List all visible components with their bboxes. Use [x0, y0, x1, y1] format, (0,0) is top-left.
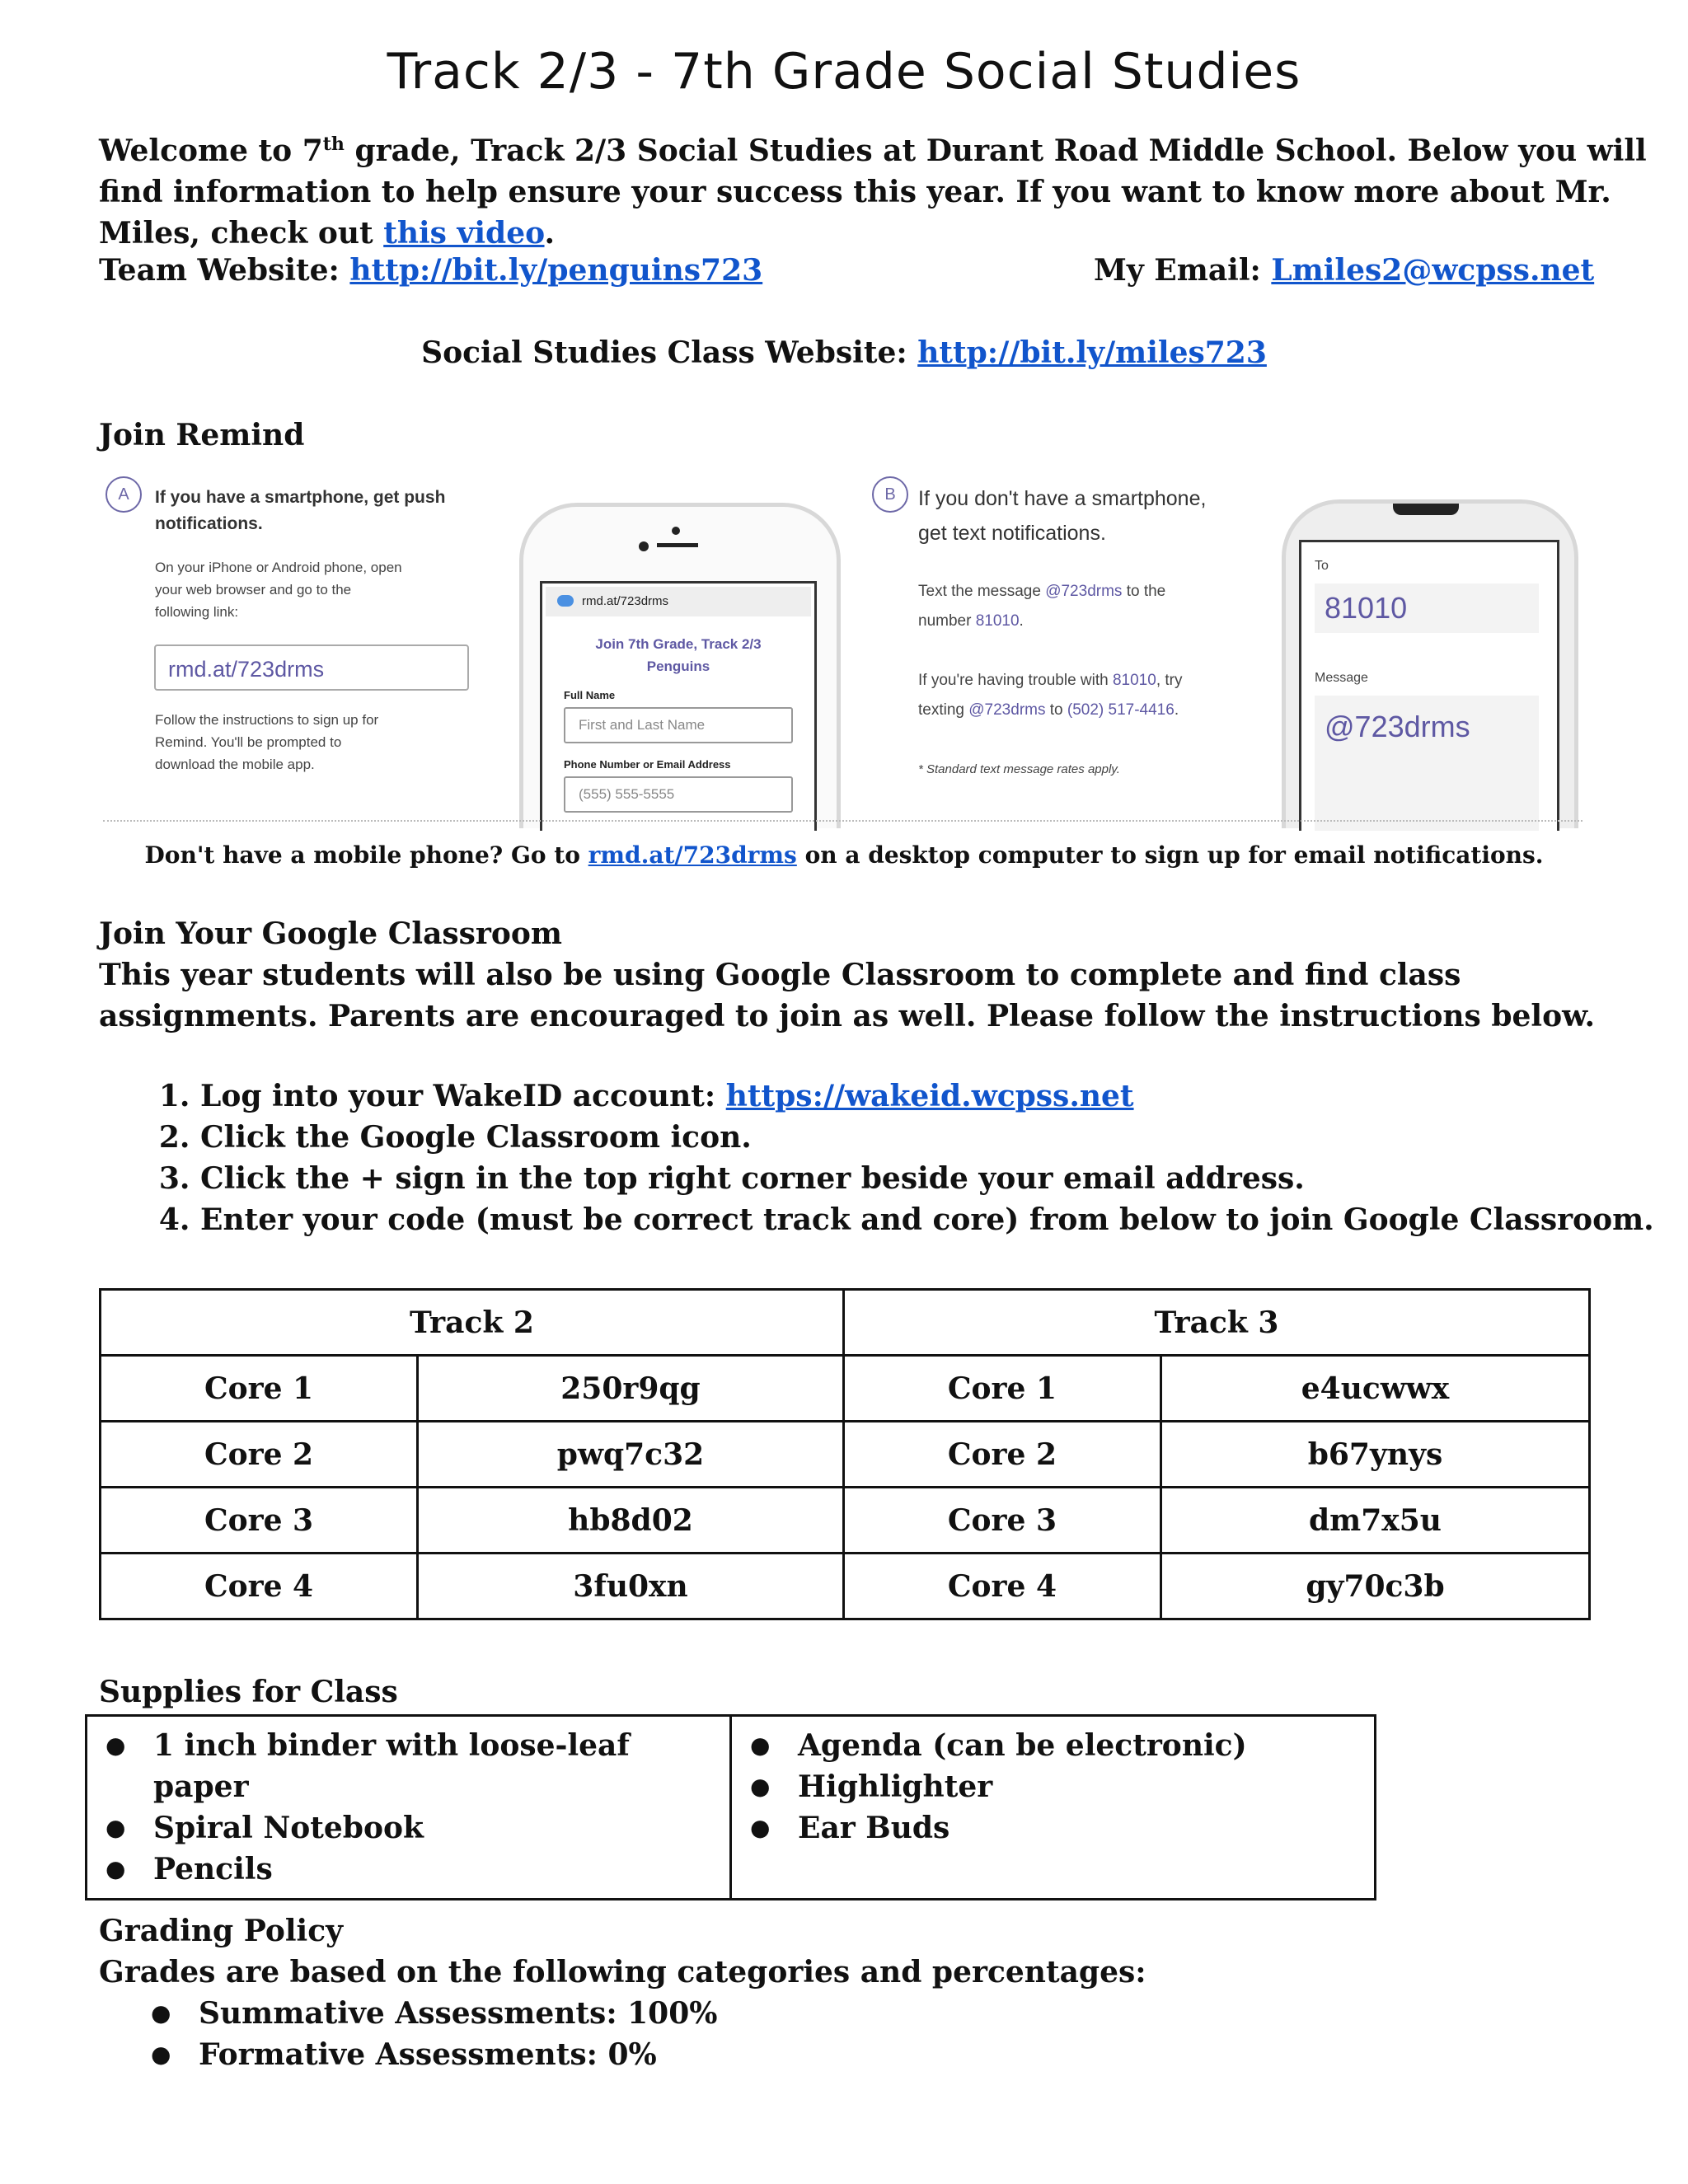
- remind-panel-b: [865, 470, 1591, 824]
- code-cell: e4ucwwx: [1160, 1356, 1589, 1422]
- panel-a-follow: Follow the instructions to sign up for Remind. You'll be prompted to download the mobile app.: [155, 712, 379, 772]
- phone-speaker-icon: [657, 543, 698, 547]
- code-cell: hb8d02: [418, 1488, 844, 1554]
- code-cell: 250r9qg: [418, 1356, 844, 1422]
- list-item: ● 1 inch binder with loose-leaf paper: [153, 1725, 729, 1807]
- panel-b-code: @723drms: [1045, 583, 1123, 600]
- desktop-note-text2: on a desktop computer to sign up for email notifications.: [796, 841, 1544, 869]
- team-website-label: Team Website:: [99, 253, 350, 288]
- panel-b-text1: Text the message: [918, 583, 1046, 600]
- core-cell: Core 3: [101, 1488, 418, 1554]
- page-title: Track 2/3 - 7th Grade Social Studies: [387, 43, 1301, 101]
- phone-notch-icon: [1393, 504, 1459, 515]
- panel-b-title: If you don't have a smartphone, get text notifications.: [918, 487, 1207, 545]
- code-cell: 3fu0xn: [418, 1554, 844, 1619]
- trouble-code: @723drms: [968, 701, 1046, 719]
- track2-header: Track 2: [101, 1290, 844, 1356]
- supplies-heading: Supplies for Class: [99, 1675, 398, 1709]
- team-website-line: [99, 250, 762, 291]
- supplies-table: [85, 1714, 1376, 1900]
- core-cell: Core 4: [843, 1554, 1160, 1619]
- trouble-text3: to: [1045, 701, 1067, 719]
- supplies-row: [87, 1716, 1376, 1900]
- classroom-body: This year students will also be using Google Classroom to complete and find class assignments. Parents are encouraged to join as well. Please follow the instructions below.: [99, 958, 1596, 1033]
- panel-a-title: If you have a smartphone, get push notifications.: [155, 488, 446, 533]
- step1-text: Log into your WakeID account:: [200, 1079, 726, 1113]
- panel-a-link-box[interactable]: rmd.at/723drms: [154, 644, 469, 691]
- list-item: ● Summative Assessments: 100%: [199, 1993, 718, 2034]
- table-row: [101, 1488, 1590, 1554]
- contact-label: Phone Number or Email Address: [564, 758, 731, 771]
- intro-text-2: grade, Track 2/3 Social Studies at Durant Road Middle School. Below you will find information to help ensure your success this year. If you want to know more about Mr. Miles, check out: [99, 134, 1647, 251]
- track3-header: Track 3: [843, 1290, 1589, 1356]
- classroom-heading: Join Your Google Classroom: [99, 916, 563, 951]
- contact-input[interactable]: (555) 555-5555: [564, 776, 793, 813]
- grading-heading: Grading Policy: [99, 1914, 344, 1948]
- list-item: ● Agenda (can be electronic): [798, 1725, 1374, 1766]
- step-item: 3. Click the + sign in the top right corner beside your email address.: [200, 1158, 1654, 1199]
- supplies-left-list: [153, 1725, 729, 1890]
- class-website-line: [0, 332, 1688, 373]
- step-item: [200, 1076, 1654, 1117]
- remind-divider: [103, 820, 1582, 822]
- desktop-note-text1: Don't have a mobile phone? Go to: [144, 841, 588, 869]
- classroom-codes-table: [99, 1288, 1591, 1620]
- panel-b-rates: * Standard text message rates apply.: [918, 762, 1120, 776]
- panel-b-trouble: [918, 666, 1198, 725]
- support-number: (502) 517-4416: [1067, 701, 1175, 719]
- cloud-icon: [557, 595, 574, 607]
- phone-url-bar: [546, 587, 811, 616]
- intro-paragraph: [99, 124, 1665, 254]
- trouble-text4: .: [1174, 701, 1179, 719]
- intro-superscript: th: [322, 134, 345, 155]
- phone-join-title: Join 7th Grade, Track 2/3 Penguins: [595, 636, 762, 674]
- remind-panel-a: [99, 470, 841, 824]
- wakeid-link[interactable]: https://wakeid.wcpss.net: [725, 1079, 1134, 1113]
- table-row: [101, 1356, 1590, 1422]
- to-label: To: [1315, 559, 1329, 573]
- intro-end: .: [544, 216, 556, 251]
- panel-a-phone-image: [519, 503, 841, 828]
- panel-a-body: On your iPhone or Android phone, open your web browser and go to the following link:: [155, 560, 402, 620]
- core-cell: Core 1: [843, 1356, 1160, 1422]
- table-row: [101, 1554, 1590, 1619]
- supplies-left-cell: [87, 1716, 731, 1900]
- email-line: [1094, 250, 1594, 291]
- panel-b-badge: B: [872, 476, 908, 513]
- core-cell: Core 1: [101, 1356, 418, 1422]
- classroom-steps: [147, 1076, 1654, 1240]
- table-header-row: [101, 1290, 1590, 1356]
- supplies-right-list: [798, 1725, 1374, 1849]
- list-item: ● Pencils: [153, 1849, 729, 1890]
- message-label: Message: [1315, 671, 1368, 685]
- list-item: ● Formative Assessments: 0%: [199, 2034, 718, 2075]
- this-video-link[interactable]: this video: [383, 216, 545, 251]
- panel-b-number: 81010: [975, 612, 1020, 630]
- class-website-label: Social Studies Class Website:: [421, 335, 918, 370]
- class-website-link[interactable]: http://bit.ly/miles723: [917, 335, 1267, 370]
- core-cell: Core 4: [101, 1554, 418, 1619]
- full-name-input[interactable]: First and Last Name: [564, 707, 793, 743]
- code-cell: dm7x5u: [1160, 1488, 1589, 1554]
- trouble-number: 81010: [1112, 672, 1156, 689]
- trouble-text1: If you're having trouble with: [918, 672, 1113, 689]
- remind-heading: Join Remind: [99, 418, 305, 452]
- phone-screen: [540, 581, 817, 831]
- phone-url: rmd.at/723drms: [582, 594, 669, 608]
- step-item: 2. Click the Google Classroom icon.: [200, 1117, 1654, 1158]
- list-item: ● Ear Buds: [798, 1807, 1374, 1849]
- trouble-text2: , try texting: [918, 672, 1183, 719]
- list-item: ● Spiral Notebook: [153, 1807, 729, 1849]
- team-website-link[interactable]: http://bit.ly/penguins723: [349, 253, 763, 288]
- code-cell: pwq7c32: [418, 1422, 844, 1488]
- phone-sensor-icon: [672, 527, 680, 535]
- email-link[interactable]: Lmiles2@wcpss.net: [1271, 253, 1595, 288]
- code-cell: gy70c3b: [1160, 1554, 1589, 1619]
- panel-a-badge: A: [106, 476, 142, 513]
- desktop-note: [0, 835, 1688, 876]
- supplies-right-cell: [731, 1716, 1376, 1900]
- code-cell: b67ynys: [1160, 1422, 1589, 1488]
- core-cell: Core 2: [843, 1422, 1160, 1488]
- panel-b-phone-image: [1282, 499, 1578, 828]
- phone-b-screen: [1299, 540, 1559, 831]
- to-value: 81010: [1315, 583, 1539, 633]
- intro-text-1: Welcome to 7: [99, 134, 323, 168]
- panel-b-instructions: [918, 577, 1182, 636]
- panel-b-text2: to the number: [918, 583, 1166, 630]
- list-item: ● Highlighter: [798, 1766, 1374, 1807]
- core-cell: Core 3: [843, 1488, 1160, 1554]
- table-row: [101, 1422, 1590, 1488]
- panel-b-text3: .: [1019, 612, 1024, 630]
- desktop-remind-link[interactable]: rmd.at/723drms: [588, 841, 797, 869]
- grading-list: [199, 1993, 718, 2075]
- phone-camera-icon: [639, 541, 649, 551]
- core-cell: Core 2: [101, 1422, 418, 1488]
- email-label: My Email:: [1094, 253, 1272, 288]
- message-value: @723drms: [1315, 696, 1539, 831]
- step-item: 4. Enter your code (must be correct track and core) from below to join Google Classroom.: [200, 1199, 1654, 1240]
- full-name-label: Full Name: [564, 689, 616, 701]
- grading-intro: Grades are based on the following categories and percentages:: [99, 1955, 1146, 1990]
